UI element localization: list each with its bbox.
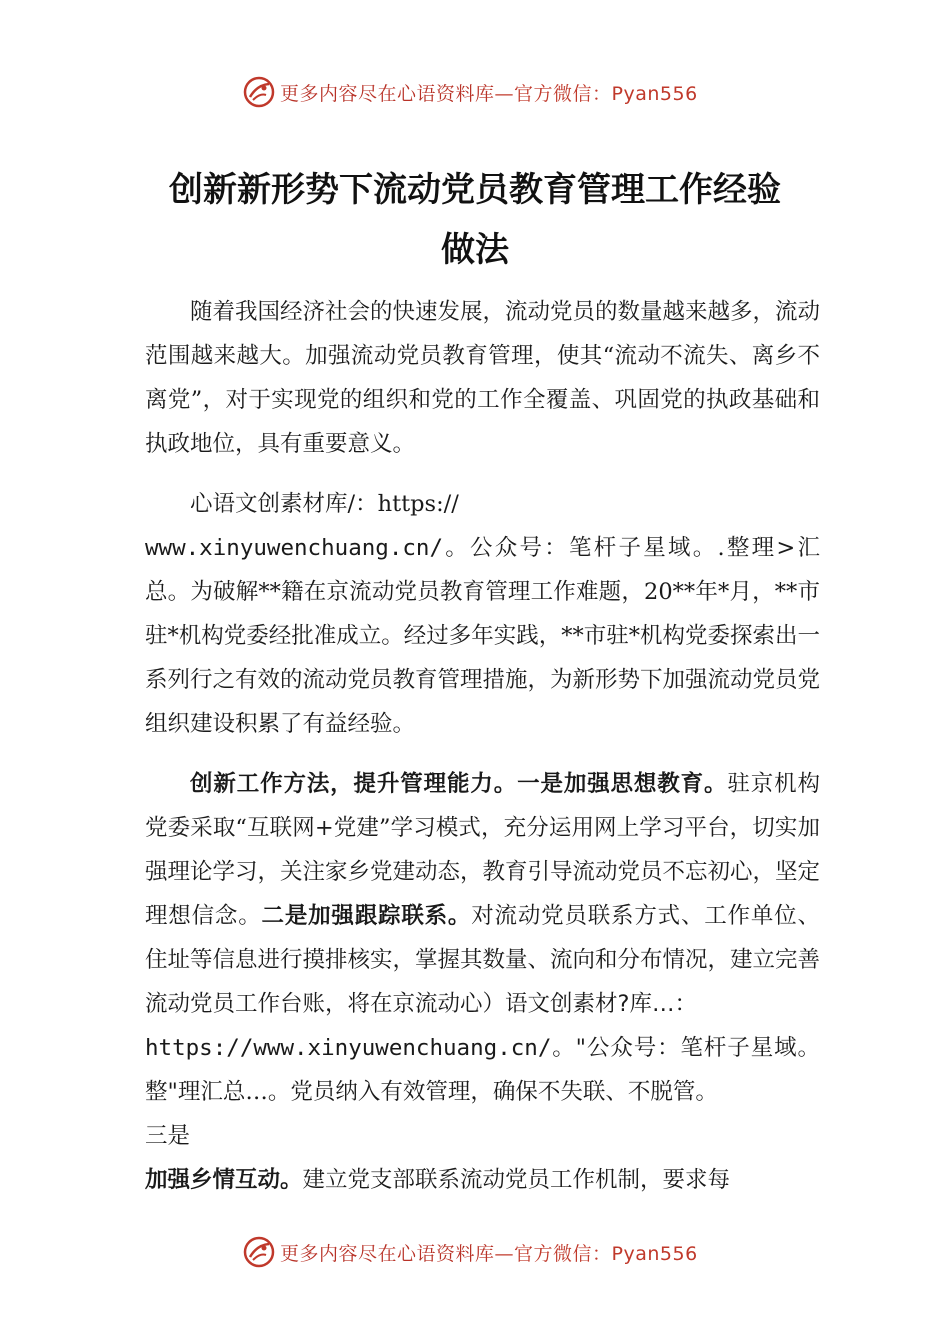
document-body <box>145 290 820 1202</box>
heading-hometown: 加强乡情互动。 <box>145 1167 303 1193</box>
heading-tracking: 二是加强跟踪联系。 <box>261 903 472 929</box>
wechat-id: Pyan556 <box>611 1242 698 1265</box>
paragraph-intro: 随着我国经济社会的快速发展，流动党员的数量越来越多，流动范围越来越大。加强流动党员教育管理，使其“流动不流失、离乡不离党”，对于实现党的组织和党的工作全覆盖、巩固党的执政基础和执政地位，具有重要意义。 <box>145 299 821 457</box>
source-url: www.xinyuwenchuang.cn/ <box>145 535 444 561</box>
title-line-2: 做法 <box>441 230 509 270</box>
paragraph-work-method: 创新工作方法，提升管理能力。一是加强思想教育。驻京机构党委采取“互联网+党建”学习模式，充分运用网上学习平台，切实加强理论学习，关注家乡党建动态，教育引导流动党员不忘初心，坚定理想信念。二是加强跟踪联系。对流动党员联系方式、工作单位、住址等信息进行摸排核实，掌握其数量、流向和分布情况，建立完善流动党员工作台账，将在京流动心）语文创素材?库…： https://www.xinyuwenchuang.cn/。"公众号：笔杆子星域。整"理汇总…。党员纳入有效管理，确保不失联、不脱管。 三是 <box>145 771 821 1149</box>
title-line-1: 创新新形势下流动党员教育管理工作经验 <box>169 170 781 210</box>
header-banner-text: 更多内容尽在心语资料库—官方微信：Pyan556 <box>280 82 698 105</box>
paragraph-source-note: 心语文创素材库/：https:// www.xinyuwenchuang.cn/。公众号：笔杆子星域。.整理>汇总。为破解**籍在京流动党员教育管理工作难题，20**年*月，**市驻*机构党委经批准成立。经过多年实践，**市驻*机构党委探索出一系列行之有效的流动党员教育管理措施，为新形势下加强流动党员党组织建设积累了有益经验。 <box>145 491 821 737</box>
paragraph-hometown: 加强乡情互动。建立党支部联系流动党员工作机制，要求每 <box>145 1167 731 1193</box>
page-title <box>0 160 950 280</box>
heading-work-method: 创新工作方法，提升管理能力。一是加强思想教育。 <box>190 771 728 797</box>
brand-logo-icon <box>242 1235 276 1269</box>
brand-logo-icon <box>242 75 276 109</box>
wechat-id: Pyan556 <box>611 82 698 105</box>
footer-banner-text: 更多内容尽在心语资料库—官方微信：Pyan556 <box>280 1242 698 1265</box>
source-url-2: https://www.xinyuwenchuang.cn/ <box>145 1035 552 1061</box>
footer-banner <box>0 1232 950 1272</box>
header-banner <box>0 72 950 112</box>
